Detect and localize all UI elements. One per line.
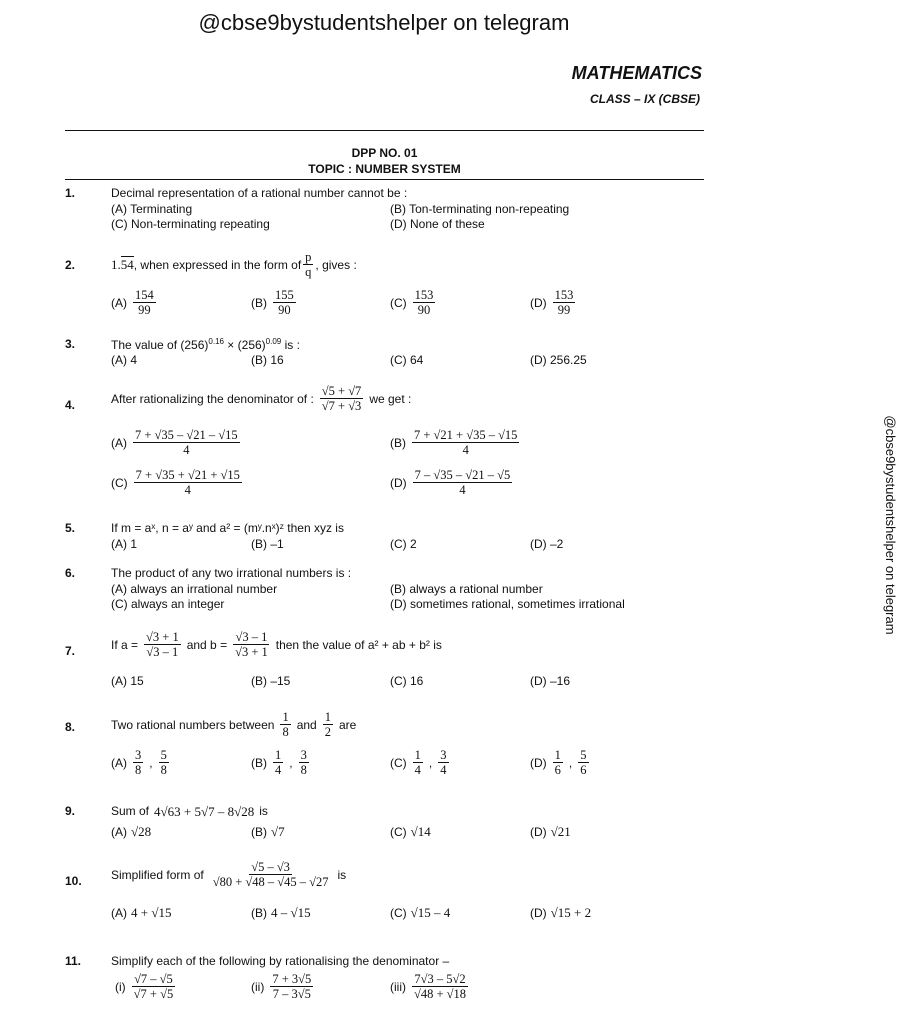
option-a: (A) 15: [111, 674, 144, 688]
question-number: 3.: [65, 337, 76, 351]
option-b: (B) $\frac{1}{4}$ , $\frac{3}{8}$: [251, 748, 307, 778]
option-ii: (ii) $\frac{7 + 3√5}{7 - 3√5}$: [251, 972, 312, 1002]
option-b: (B) $\frac{155}{90}$: [251, 288, 294, 318]
question-text: If m = aˣ, n = aʸ and a² = (mʸ.nˣ)ᶻ then xyz is: [111, 521, 344, 535]
option-b: (B) Ton-terminating non-repeating: [390, 202, 570, 216]
question-text: If a = $\frac{√3 + 1}{√3 - 1}$ and b = $\frac{√3 - 1}{√3 + 1}$ then the value of a² + ab + b² is: [111, 630, 442, 660]
question-number: 4.: [65, 398, 76, 412]
question-text: Simplified form of $\frac{√5 - √3}{√80 + √48 - √45 - √27}$ is: [111, 860, 347, 890]
option-d: (D) 256.25: [530, 353, 587, 367]
question-number: 10.: [65, 874, 82, 888]
option-a: (A) Terminating: [111, 202, 193, 216]
question-number: 2.: [65, 258, 76, 272]
option-d: (D) √15 + 2: [530, 905, 592, 920]
question-text: Decimal representation of a rational number cannot be :: [111, 186, 408, 200]
option-b: (B) –1: [251, 537, 284, 551]
option-a: (A) 1: [111, 537, 138, 551]
question-number: 9.: [65, 804, 76, 818]
option-d: (D) √21: [530, 824, 571, 839]
option-d: (D) –2: [530, 537, 564, 551]
question-number: 11.: [65, 954, 82, 968]
option-d: (D) –16: [530, 674, 571, 688]
option-b: (B) √7: [251, 824, 285, 839]
question-text: Simplify each of the following by rationalising the denominator –: [111, 954, 450, 968]
topic-rule: [65, 179, 704, 180]
question-number: 6.: [65, 566, 76, 580]
question-text: After rationalizing the denominator of : $\frac{√5 + √7}{√7 + √3}$ we get :: [111, 384, 412, 414]
option-a: (A) 4: [111, 353, 138, 367]
question-number: 1.: [65, 186, 76, 200]
question-text: 1. 54 , when expressed in the form of $\frac{p}{q}$ , gives :: [111, 250, 357, 280]
option-iii: (iii) $\frac{7√3 - 5√2}{√48 + √18}$: [390, 972, 467, 1002]
question-number: 8.: [65, 720, 76, 734]
option-d: (D) $\frac{7 - √35 - √21 - √5}{4}$: [390, 468, 511, 498]
header-rule: [65, 130, 704, 131]
option-a: (A) always an irrational number: [111, 582, 278, 596]
option-a: (A) 4 + √15: [111, 905, 172, 920]
telegram-banner: @cbse9bystudentshelper on telegram: [198, 10, 570, 35]
option-b: (B) 4 – √15: [251, 905, 311, 920]
option-d: (D) $\frac{153}{99}$: [530, 288, 574, 318]
option-d: (D) None of these: [390, 217, 485, 231]
option-a: (A) √28: [111, 824, 152, 839]
option-c: (C) 2: [390, 537, 417, 551]
option-b: (B) $\frac{7 + √21 + √35 - √15}{4}$: [390, 428, 518, 458]
subject-title: MATHEMATICS: [571, 63, 702, 83]
side-watermark: @cbse9bystudentshelper on telegram: [883, 415, 898, 635]
question-number: 5.: [65, 521, 76, 535]
option-c: (C) Non-terminating repeating: [111, 217, 270, 231]
class-line: CLASS – IX (CBSE): [589, 92, 700, 106]
option-c: (C) $\frac{153}{90}$: [390, 288, 434, 318]
option-a: (A) $\frac{154}{99}$: [111, 288, 154, 318]
option-c: (C) $\frac{1}{4}$ , $\frac{3}{4}$: [390, 748, 447, 778]
option-c: (C) 64: [390, 353, 424, 367]
option-b: (B) always a rational number: [390, 582, 543, 596]
option-c: (C) √14: [390, 824, 431, 839]
option-d: (D) $\frac{1}{6}$ , $\frac{5}{6}$: [530, 748, 587, 778]
option-b: (B) 16: [251, 353, 284, 367]
question-text: Sum of 4√63 + 5√7 – 8√28 is: [111, 804, 268, 819]
dpp-number: DPP NO. 01: [351, 146, 418, 160]
topic-title: TOPIC : NUMBER SYSTEM: [308, 162, 461, 176]
question-number: 7.: [65, 644, 76, 658]
question-text: Two rational numbers between $\frac{1}{8}$ and $\frac{1}{2}$ are: [111, 710, 357, 740]
option-a: (A) $\frac{3}{8}$ , $\frac{5}{8}$: [111, 748, 167, 778]
question-text: The value of $(256)^{0.16} \times (256)^{0.09}$ is :: [111, 337, 300, 352]
option-c: (C) 16: [390, 674, 424, 688]
option-i: (i) $\frac{√7 - √5}{√7 + √5}$: [115, 972, 174, 1002]
option-a: (A) $\frac{7 + √35 - √21 - √15}{4}$: [111, 428, 238, 458]
question-text: The product of any two irrational numbers is :: [111, 566, 352, 580]
option-c: (C) always an integer: [111, 597, 225, 611]
option-b: (B) –15: [251, 674, 291, 688]
option-d: (D) sometimes rational, sometimes irrational: [390, 597, 625, 611]
option-c: (C) $\frac{7 + √35 + √21 + √15}{4}$: [111, 468, 240, 498]
option-c: (C) √15 – 4: [390, 905, 451, 920]
